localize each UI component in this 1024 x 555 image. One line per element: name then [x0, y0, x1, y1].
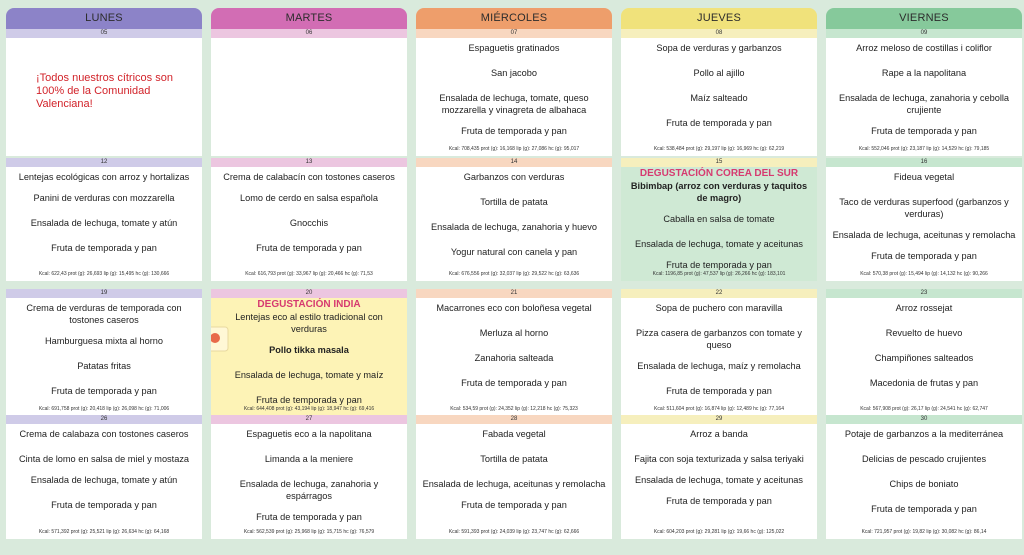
dish-item: Fruta de temporada y pan — [461, 500, 567, 510]
nutrition-info: Kcal: 570,38 prot (g): 15,494 lip (g): 14,132 hc (g): 90,266 — [860, 271, 988, 277]
dish-item: Fruta de temporada y pan — [666, 260, 772, 270]
dish-item: Fruta de temporada y pan — [871, 504, 977, 514]
day-header-wednesday: MIÉRCOLES — [416, 8, 612, 29]
dish-item: Panini de verduras con mozzarella — [33, 193, 175, 203]
day-menu — [6, 167, 202, 281]
day-header-thursday: JUEVES — [621, 8, 817, 29]
day-cell — [826, 158, 1022, 281]
day-menu — [416, 38, 612, 156]
dish-item: Bibimbap (arroz con verduras y taquitos de magro) — [630, 181, 808, 203]
dish-item: Patatas fritas — [77, 361, 131, 371]
day-menu — [416, 298, 612, 416]
dish-item: Macedonia de frutas y pan — [869, 378, 979, 388]
day-menu — [621, 38, 817, 156]
dish-item: Ensalada de lechuga, tomate y atún — [30, 218, 178, 228]
day-number: 08 — [621, 29, 817, 38]
dish-item: Champiñones salteados — [874, 353, 974, 363]
day-cell — [211, 415, 407, 539]
dish-item: Ensalada de lechuga, tomate, queso mozzarella y vinagreta de albahaca — [439, 93, 589, 115]
day-cell — [826, 29, 1022, 156]
day-number: 19 — [6, 289, 202, 298]
dish-item: Fruta de temporada y pan — [871, 126, 977, 136]
dish-item: Tortilla de patata — [480, 454, 548, 464]
day-number: 29 — [621, 415, 817, 424]
dish-item: Taco de verduras superfood (garbanzos y verduras) — [839, 197, 1009, 219]
nutrition-info: Kcal: 604,203 prot (g): 29,281 lip (g): 19,66 hc (g): 125,022 — [653, 529, 785, 535]
citrus-notice: ¡Todos nuestros cítricos son 100% de la Comunidad Valenciana! — [36, 72, 173, 110]
week-row — [6, 289, 1020, 416]
dish-item: Pollo al ajillo — [693, 68, 745, 78]
dish-item: Sopa de puchero con maravilla — [655, 303, 783, 313]
dish-item: Fruta de temporada y pan — [461, 126, 567, 136]
nutrition-info: Kcal: 591,393 prot (g): 24,039 lip (g): 23,747 hc (g): 62,666 — [448, 529, 580, 535]
dish-item: Fruta de temporada y pan — [871, 251, 977, 261]
nutrition-info: Kcal: 708,435 prot (g): 16,168 lip (g): 27,086 hc (g): 95,017 — [448, 146, 580, 152]
dish-item: Macarrones eco con boloñesa vegetal — [436, 303, 592, 313]
day-number: 23 — [826, 289, 1022, 298]
day-number: 26 — [6, 415, 202, 424]
day-cell — [6, 415, 202, 539]
day-number: 30 — [826, 415, 1022, 424]
dish-item: Arroz meloso de costillas i coliflor — [856, 43, 992, 53]
day-menu — [826, 298, 1022, 416]
day-number: 20 — [211, 289, 407, 298]
day-menu — [621, 424, 817, 539]
dish-item: Fruta de temporada y pan — [51, 500, 157, 510]
nutrition-info: Kcal: 567,908 prot (g): 26,17 lip (g): 24,541 hc (g): 62,747 — [860, 406, 988, 412]
day-cell — [211, 289, 407, 416]
dish-item: Revuelto de huevo — [885, 328, 963, 338]
nutrition-info: Kcal: 1196,85 prot (g): 47,537 lip (g): 26,266 hc (g): 183,101 — [652, 271, 786, 277]
day-menu — [826, 424, 1022, 539]
day-cell — [826, 415, 1022, 539]
dish-item: Ensalada de lechuga, aceitunas y remolacha — [422, 479, 606, 489]
day-cell — [416, 29, 612, 156]
day-menu — [211, 167, 407, 281]
dish-item: Fruta de temporada y pan — [256, 512, 362, 522]
dish-item: Sopa de verduras y garbanzos — [656, 43, 782, 53]
nutrition-info: Kcal: 622,43 prot (g): 26,693 lip (g): 15,495 hc (g): 130,666 — [38, 271, 170, 277]
nutrition-info: Kcal: 511,604 prot (g): 16,874 lip (g): 12,489 hc (g): 77,164 — [654, 406, 784, 412]
nutrition-info: Kcal: 644,408 prot (g): 43,194 lip (g): 18,947 hc (g): 69,416 — [243, 406, 375, 412]
day-number: 22 — [621, 289, 817, 298]
day-cell — [416, 158, 612, 281]
day-menu — [211, 424, 407, 539]
day-header-monday: LUNES — [6, 8, 202, 29]
dish-item: Chips de boniato — [889, 479, 959, 489]
nutrition-info: Kcal: 571,392 prot (g): 25,521 lip (g): 26,634 hc (g): 64,168 — [38, 529, 170, 535]
day-number: 07 — [416, 29, 612, 38]
dish-item: Maíz salteado — [690, 93, 748, 103]
day-number: 21 — [416, 289, 612, 298]
dish-item: Arroz rossejat — [895, 303, 953, 313]
day-cell — [6, 29, 202, 156]
dish-item: Ensalada de lechuga, tomate y aceitunas — [634, 475, 804, 485]
day-number: 15 — [621, 158, 817, 167]
day-number: 13 — [211, 158, 407, 167]
dish-item: Ensalada de lechuga, tomate y maíz — [234, 370, 384, 380]
day-cell — [416, 415, 612, 539]
dish-item: Espaguetis gratinados — [468, 43, 560, 53]
day-menu — [6, 424, 202, 539]
dish-item: Arroz a banda — [690, 429, 748, 439]
day-header-tuesday: MARTES — [211, 8, 407, 29]
tasting-banner: DEGUSTACIÓN INDIA — [257, 299, 361, 310]
dish-item: Caballa en salsa de tomate — [663, 214, 775, 224]
nutrition-info: Kcal: 552,046 prot (g): 23,187 lip (g): 14,529 hc (g): 79,185 — [858, 146, 990, 152]
dish-item: Fideua vegetal — [893, 172, 955, 182]
day-menu — [6, 298, 202, 416]
dish-item: Potaje de garbanzos a la mediterránea — [844, 429, 1004, 439]
dish-item: Cinta de lomo en salsa de miel y mostaza — [18, 454, 190, 464]
day-menu — [211, 298, 407, 416]
dish-item: Fruta de temporada y pan — [51, 386, 157, 396]
day-number: 16 — [826, 158, 1022, 167]
day-cell — [621, 158, 817, 281]
day-menu — [416, 424, 612, 539]
dish-item: Fruta de temporada y pan — [666, 118, 772, 128]
day-menu — [826, 38, 1022, 156]
day-number: 27 — [211, 415, 407, 424]
day-number: 05 — [6, 29, 202, 38]
dish-item: Fruta de temporada y pan — [666, 496, 772, 506]
nutrition-info: Kcal: 691,758 prot (g): 20,418 lip (g): 26,098 hc (g): 71,006 — [38, 406, 170, 412]
day-cell — [211, 158, 407, 281]
dish-item: Ensalada de lechuga, zanahoria y huevo — [430, 222, 597, 232]
dish-item: Gnocchis — [289, 218, 329, 228]
day-number: 28 — [416, 415, 612, 424]
dish-item: Delicias de pescado crujientes — [861, 454, 987, 464]
day-cell — [416, 289, 612, 416]
week-row — [6, 415, 1020, 539]
dish-item: Garbanzos con verduras — [463, 172, 565, 182]
dish-item: Rape a la napolitana — [881, 68, 967, 78]
dish-item: Crema de verduras de temporada con tostones caseros — [26, 303, 182, 325]
dish-item: Zanahoria salteada — [474, 353, 554, 363]
dish-item: Ensalada de lechuga, zanahoria y espárragos — [239, 479, 379, 501]
nutrition-info: Kcal: 721,957 prot (g): 19,82 lip (g): 30,082 hc (g): 86,14 — [861, 529, 987, 535]
nutrition-info: Kcal: 616,793 prot (g): 33,967 lip (g): 20,466 hc (g): 71,53 — [245, 271, 373, 277]
dish-item: Fruta de temporada y pan — [666, 386, 772, 396]
menu-calendar — [6, 8, 1020, 29]
tasting-banner: DEGUSTACIÓN COREA DEL SUR — [639, 168, 799, 179]
dish-item: Ensalada de lechuga, tomate y aceitunas — [634, 239, 804, 249]
dish-item: Lomo de cerdo en salsa española — [240, 193, 378, 203]
day-menu — [826, 167, 1022, 281]
day-cell — [6, 158, 202, 281]
dish-item: Lentejas eco al estilo tradicional con verduras — [235, 312, 383, 334]
dish-item: Fruta de temporada y pan — [51, 243, 157, 253]
dish-item: Lentejas ecológicas con arroz y hortalizas — [18, 172, 190, 182]
day-menu — [211, 38, 407, 156]
dish-item: Ensalada de lechuga, zanahoria y cebolla crujiente — [838, 93, 1010, 115]
dish-item: Yogur natural con canela y pan — [450, 247, 578, 257]
dish-item: Espaguetis eco a la napolitana — [246, 429, 372, 439]
day-cell — [6, 289, 202, 416]
day-header-friday: VIERNES — [826, 8, 1022, 29]
day-menu — [416, 167, 612, 281]
dish-item: Ensalada de lechuga, maíz y remolacha — [637, 361, 801, 371]
dish-item: Ensalada de lechuga, tomate y atún — [30, 475, 178, 485]
day-cell — [621, 29, 817, 156]
day-cell — [621, 289, 817, 416]
day-cell — [826, 289, 1022, 416]
dish-item: Tortilla de patata — [480, 197, 548, 207]
day-cell — [621, 415, 817, 539]
nutrition-info: Kcal: 538,484 prot (g): 29,197 lip (g): 16,969 hc (g): 62,219 — [653, 146, 785, 152]
dish-item: Pizza casera de garbanzos con tomate y queso — [636, 328, 802, 350]
day-cell — [211, 29, 407, 156]
day-number: 12 — [6, 158, 202, 167]
day-number: 09 — [826, 29, 1022, 38]
dish-item: Fajita con soja texturizada y salsa teriyaki — [634, 454, 804, 464]
dish-item: San jacobo — [491, 68, 537, 78]
day-menu — [621, 167, 817, 281]
dish-item: Ensalada de lechuga, aceitunas y remolacha — [832, 230, 1016, 240]
week-row — [6, 158, 1020, 281]
dish-item: Pollo tikka masala — [269, 345, 349, 355]
dish-item: Fruta de temporada y pan — [461, 378, 567, 388]
nutrition-info: Kcal: 676,556 prot (g): 32,037 lip (g): 29,522 hc (g): 63,636 — [448, 271, 580, 277]
week-row — [6, 29, 1020, 156]
day-number: 06 — [211, 29, 407, 38]
nutrition-info: Kcal: 562,539 prot (g): 25,968 lip (g): 15,715 hc (g): 76,579 — [243, 529, 375, 535]
dish-item: Fruta de temporada y pan — [256, 395, 362, 405]
day-menu — [621, 298, 817, 416]
day-menu — [6, 38, 202, 156]
dish-item: Limanda a la meniere — [264, 454, 354, 464]
dish-item: Fabada vegetal — [482, 429, 546, 439]
dish-item: Merluza al horno — [479, 328, 549, 338]
dish-thumbnail-icon — [211, 326, 229, 352]
dish-item: Hamburguesa mixta al horno — [45, 336, 163, 346]
dish-item: Crema de calabaza con tostones caseros — [19, 429, 189, 439]
day-number: 14 — [416, 158, 612, 167]
dish-item: Fruta de temporada y pan — [256, 243, 362, 253]
dish-item: Crema de calabacín con tostones caseros — [223, 172, 395, 182]
nutrition-info: Kcal: 534,59 prot (g): 24,352 lip (g): 12,218 hc (g): 75,323 — [450, 406, 578, 412]
